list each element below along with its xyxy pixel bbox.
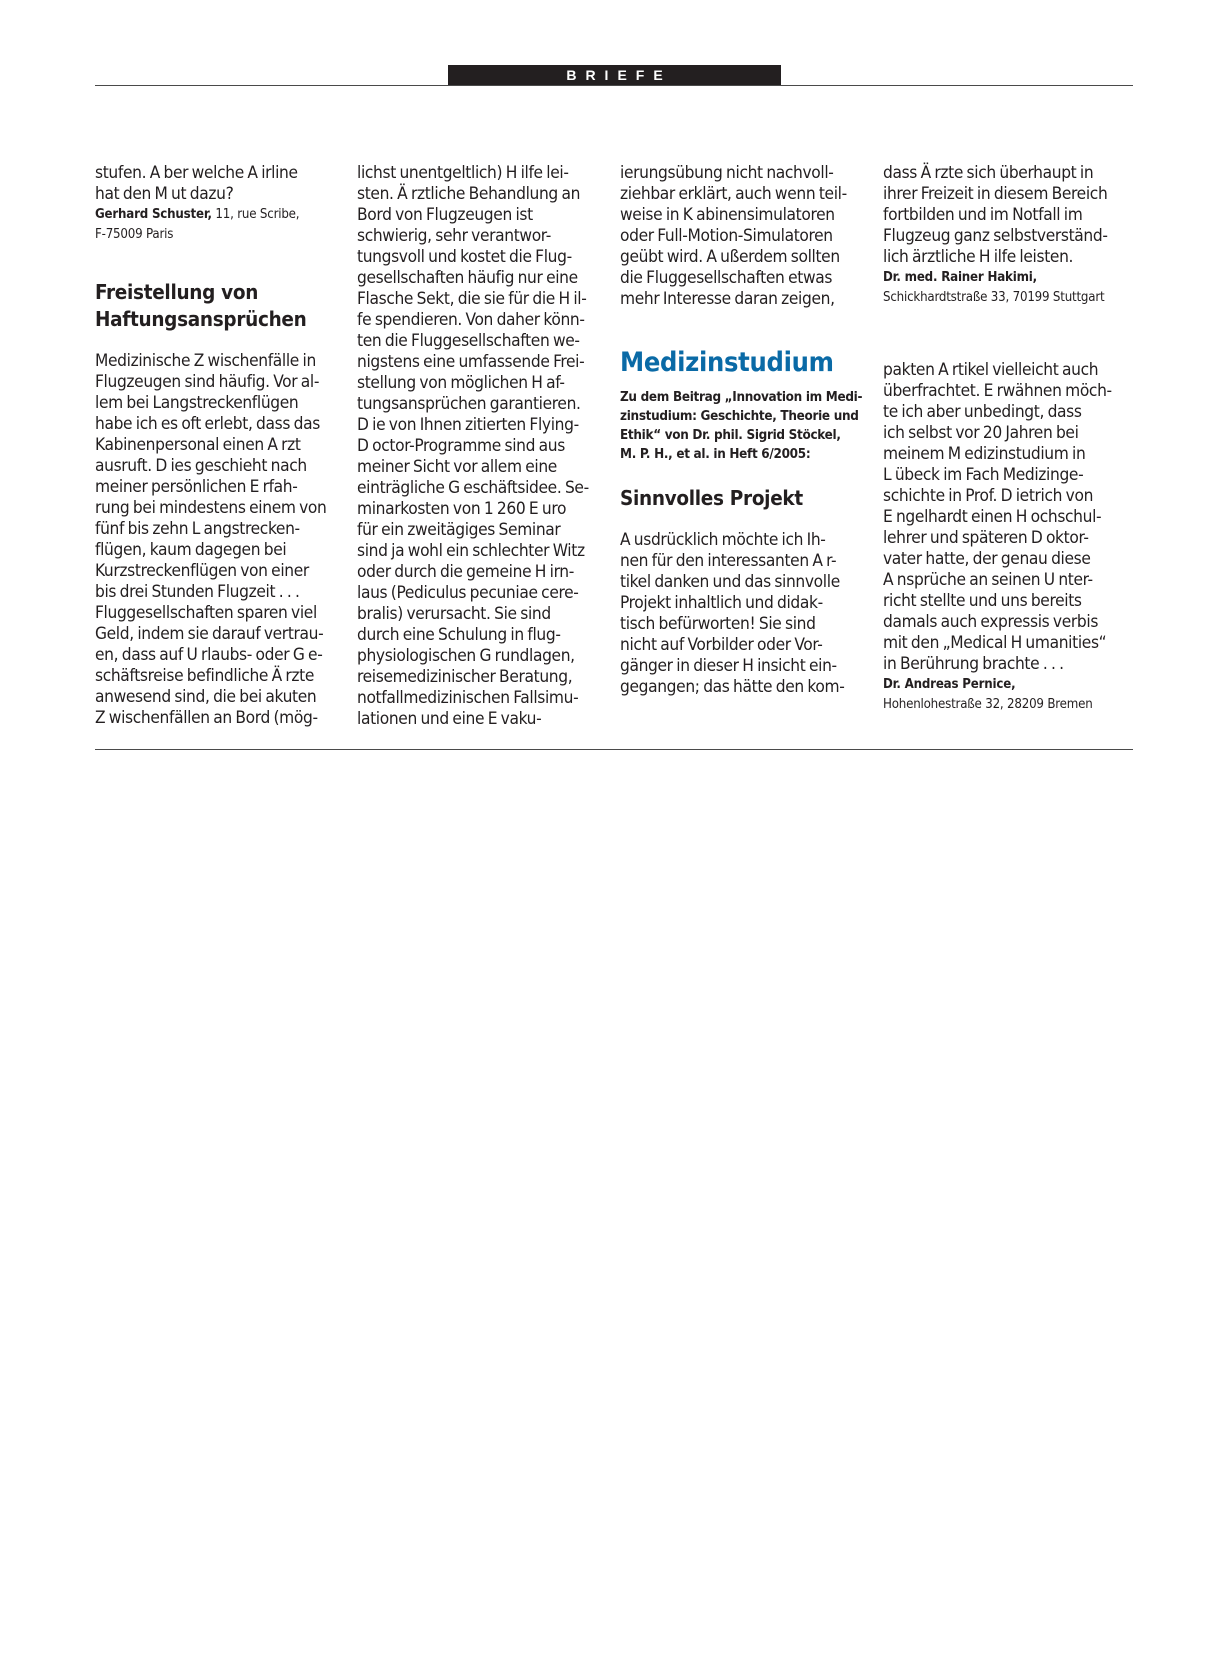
text-line: mit den „Medical H umanities“ xyxy=(883,633,1107,653)
text-line: oder durch die gemeine H irn- xyxy=(357,562,574,582)
text-line: ausruft. D ies geschieht nach xyxy=(95,456,307,476)
text-line: E ngelhardt einen H ochschul- xyxy=(883,507,1102,527)
text-line: gegangen; das hätte den kom- xyxy=(620,677,845,697)
text-line: fortbilden und im Notfall im xyxy=(883,205,1083,225)
text-line: oder Full-Motion-Simulatoren xyxy=(620,226,833,246)
text-line: nicht auf Vorbilder oder Vor- xyxy=(620,635,823,655)
text-line: geübt wird. A ußerdem sollten xyxy=(620,247,840,267)
text-line: schichte in Prof. D ietrich von xyxy=(883,486,1094,506)
text-line: physiologischen G rundlagen, xyxy=(357,646,575,666)
text-line: lichst unentgeltlich) H ilfe lei- xyxy=(357,163,569,183)
author-signature xyxy=(95,205,345,225)
text-line: für ein zweitägiges Seminar xyxy=(357,520,561,540)
section-header-briefe: BRIEFE xyxy=(448,65,781,86)
text-line: L übeck im Fach Medizinge- xyxy=(883,465,1084,485)
text-line: reisemedizinischer Beratung, xyxy=(357,667,573,687)
letter-headline: Haftungsansprüchen xyxy=(95,307,307,331)
author-name: Gerhard Schuster, xyxy=(95,207,212,222)
text-line: Medizinische Z wischenfälle in xyxy=(95,351,316,371)
letter-headline: Freistellung von xyxy=(95,280,259,304)
text-line: tungsansprüchen garantieren. xyxy=(357,394,581,414)
text-line: Fluggesellschaften sparen viel xyxy=(95,603,317,623)
text-line: lem bei Langstreckenflügen xyxy=(95,393,299,413)
text-line: habe ich es oft erlebt, dass das xyxy=(95,414,320,434)
text-line: pakten A rtikel vielleicht auch xyxy=(883,360,1099,380)
text-line: mehr Interesse daran zeigen, xyxy=(620,289,835,309)
text-line: ziehbar erklärt, auch wenn teil- xyxy=(620,184,847,204)
text-line: laus (Pediculus pecuniae cere- xyxy=(357,583,579,603)
text-line: schwierig, sehr verantwor- xyxy=(357,226,551,246)
text-line: gänger in dieser H insicht ein- xyxy=(620,656,837,676)
text-line: meiner persönlichen E rfah- xyxy=(95,477,298,497)
text-line: vater hatte, der genau diese xyxy=(883,549,1091,569)
text-line: ich selbst vor 20 Jahren bei xyxy=(883,423,1079,443)
text-line: meiner Sicht vor allem eine xyxy=(357,457,557,477)
text-line: Z wischenfällen an Bord (mög- xyxy=(95,708,318,728)
text-line: stufen. A ber welche A irline xyxy=(95,163,298,183)
text-line: sten. Ä rztliche Behandlung an xyxy=(357,184,581,204)
text-line: damals auch expressis verbis xyxy=(883,612,1099,632)
text-line: richt stellte und uns bereits xyxy=(883,591,1082,611)
text-line: fünf bis zehn L angstrecken- xyxy=(95,519,300,539)
text-line: in Berührung brachte . . . xyxy=(883,654,1064,674)
text-line: Flasche Sekt, die sie für die H il- xyxy=(357,289,587,309)
author-address-line: F-75009 Paris xyxy=(95,227,174,242)
text-line: lationen und eine E vaku- xyxy=(357,709,542,729)
text-line: bralis) verursacht. Sie sind xyxy=(357,604,551,624)
text-line: gesellschaften häufig nur eine xyxy=(357,268,578,288)
header-rule xyxy=(95,85,1133,86)
text-line: stellung von möglichen H af- xyxy=(357,373,565,393)
footer-rule xyxy=(95,749,1133,750)
text-line: weise in K abinensimulatoren xyxy=(620,205,835,225)
text-line: meinem M edizinstudium in xyxy=(883,444,1086,464)
letter-body xyxy=(95,351,345,729)
author-name: Dr. Andreas Pernice, xyxy=(883,677,1016,692)
column-4 xyxy=(883,163,1133,715)
text-line: tikel danken und das sinnvolle xyxy=(620,572,840,592)
text-line: einträgliche G eschäftsidee. Se- xyxy=(357,478,589,498)
article-reference: Ethik“ von Dr. phil. Sigrid Stöckel, xyxy=(620,428,841,443)
author-address: Hohenlohestraße 32, 28209 Bremen xyxy=(883,697,1093,712)
text-line: tungsvoll und kostet die Flug- xyxy=(357,247,572,267)
text-line: ten die Fluggesellschaften we- xyxy=(357,331,580,351)
text-line: Kurzstreckenflügen von einer xyxy=(95,561,309,581)
text-line: Flugzeugen sind häufig. Vor al- xyxy=(95,372,320,392)
text-line: ierungsübung nicht nachvoll- xyxy=(620,163,834,183)
text-line: fe spendieren. Von daher könn- xyxy=(357,310,585,330)
text-line: D ie von Ihnen zitierten Flying- xyxy=(357,415,579,435)
text-line: lich ärztliche H ilfe leisten. xyxy=(883,247,1074,267)
text-line: durch eine Schulung in flug- xyxy=(357,625,561,645)
text-line: rung bei mindestens einem von xyxy=(95,498,327,518)
text-line: D octor-Programme sind aus xyxy=(357,436,565,456)
text-line: ihrer Freizeit in diesem Bereich xyxy=(883,184,1108,204)
text-line: lehrer und späteren D oktor- xyxy=(883,528,1089,548)
text-line: Bord von Flugzeugen ist xyxy=(357,205,533,225)
text-line: tisch befürworten! Sie sind xyxy=(620,614,816,634)
column-2 xyxy=(357,163,607,730)
author-address: 11, rue Scribe, xyxy=(211,207,300,222)
text-line: schäftsreise befindliche Ä rzte xyxy=(95,666,315,686)
article-reference: M. P. H., et al. in Heft 6/2005: xyxy=(620,447,811,462)
text-line: bis drei Stunden Flugzeit . . . xyxy=(95,582,300,602)
text-line: sind ja wohl ein schlechter Witz xyxy=(357,541,585,561)
text-line: Projekt inhaltlich und didak- xyxy=(620,593,823,613)
text-line: überfrachtet. E rwähnen möch- xyxy=(883,381,1112,401)
text-line: Geld, indem sie darauf vertrau- xyxy=(95,624,324,644)
author-name: Dr. med. Rainer Hakimi, xyxy=(883,270,1037,285)
text-line: te ich aber unbedingt, dass xyxy=(883,402,1082,422)
text-line: notfallmedizinischen Fallsimu- xyxy=(357,688,579,708)
column-1 xyxy=(95,163,345,729)
text-line: Flugzeug ganz selbstverständ- xyxy=(883,226,1108,246)
text-line: A usdrücklich möchte ich Ih- xyxy=(620,530,826,550)
section-title: Medizinstudium xyxy=(620,347,834,378)
text-line: Kabinenpersonal einen A rzt xyxy=(95,435,301,455)
article-reference: Zu dem Beitrag „Innovation im Medi- xyxy=(620,390,863,405)
text-line: dass Ä rzte sich überhaupt in xyxy=(883,163,1094,183)
text-line: en, dass auf U rlaubs- oder G e- xyxy=(95,645,323,665)
text-line: nigstens eine umfassende Frei- xyxy=(357,352,585,372)
column-3 xyxy=(620,163,870,698)
text-line: hat den M ut dazu? xyxy=(95,184,234,204)
text-line: A nsprüche an seinen U nter- xyxy=(883,570,1093,590)
text-line: minarkosten von 1 260 E uro xyxy=(357,499,567,519)
article-reference: zinstudium: Geschichte, Theorie und xyxy=(620,409,859,424)
text-line: flügen, kaum dagegen bei xyxy=(95,540,287,560)
text-line: anwesend sind, die bei akuten xyxy=(95,687,317,707)
text-line: die Fluggesellschaften etwas xyxy=(620,268,833,288)
author-address: Schickhardtstraße 33, 70199 Stuttgart xyxy=(883,290,1105,305)
letter-headline: Sinnvolles Projekt xyxy=(620,486,803,510)
text-line: nen für den interessanten A r- xyxy=(620,551,837,571)
